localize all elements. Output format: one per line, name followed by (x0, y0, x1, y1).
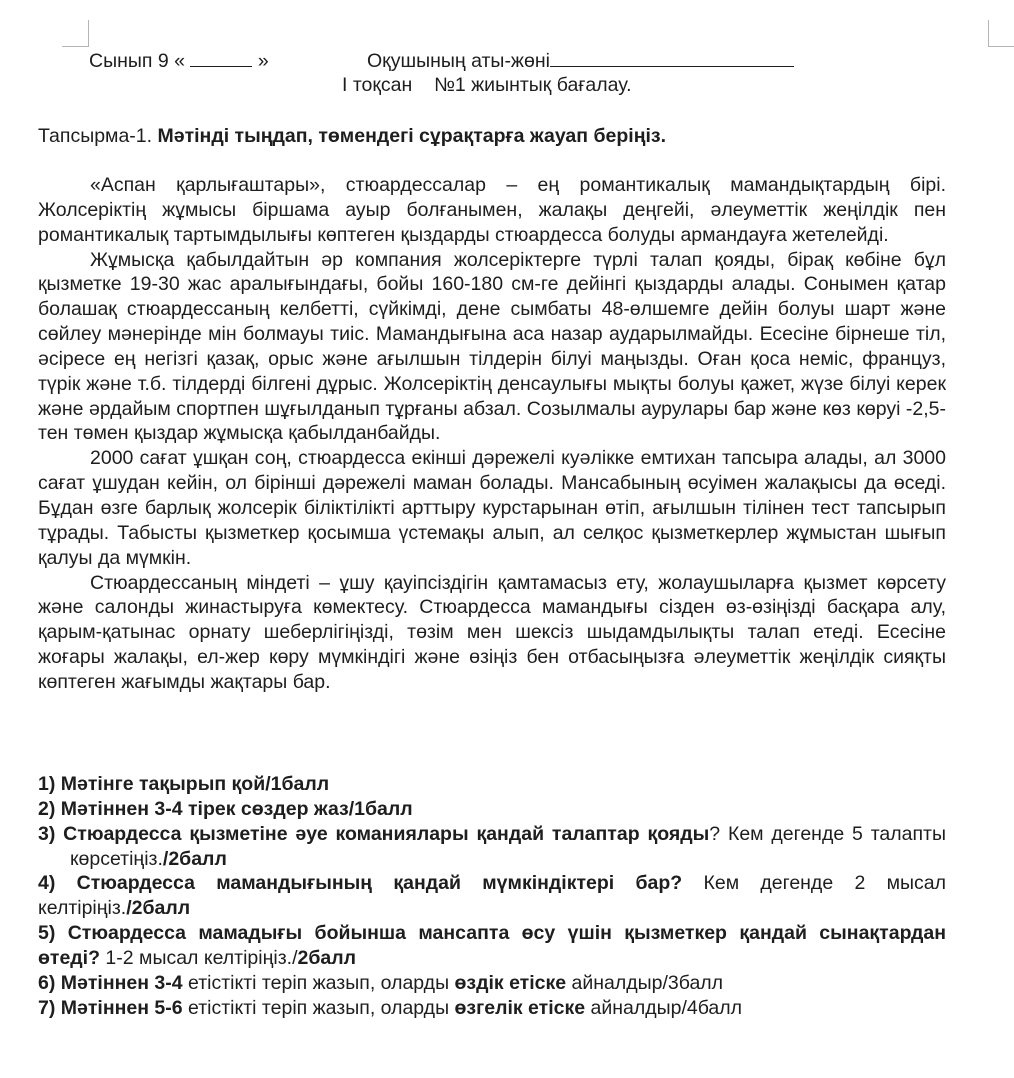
student-label: Оқушының аты-жөні (367, 50, 550, 72)
class-line (89, 48, 269, 73)
question-item (38, 772, 946, 797)
question-item (38, 822, 946, 872)
page-corner-mark-left (62, 20, 89, 47)
question-item (38, 921, 946, 971)
question-text: 4) Стюардесса мамандығының қандай мүмкіндіктері бар? (38, 872, 683, 895)
page-corner-mark-right (988, 20, 1014, 47)
class-close: » (257, 50, 269, 72)
question-item (38, 871, 946, 921)
class-blank[interactable] (190, 48, 252, 67)
question-note: етістікті теріп жазып, оларды (182, 996, 455, 1019)
paragraph: «Аспан қарлығаштары», стюардессалар – ең романтикалық мамандықтардың бірі. Жолсеріктің жұмысы біршама ауыр болғанымен, жалақы деңгейі, әлеуметтік жеңілдік пен романтикалық тартымдылығы көптеген қыздарды стюардесса болуды армандауға жетелейді. (38, 174, 946, 246)
question-item (38, 996, 946, 1021)
paragraph: 2000 сағат ұшқан соң, стюардесса екінші дәрежелі куәлікке емтихан тапсыра алады, ал 3000 сағат ұшудан кейін, ол бірінші дәрежелі маман болады. Мансабының өсуімен жалақысы да өседі. Бұдан өзге барлық жолсерік біліктілікті арттыру курстарынан өтіп, ағылшын тілінен тест тапсырып тұрады. Табысты қызметкер қосымша үстемақы алып, ал селқос қызметкерлер жұмыстан шығып қалуы да мүмкін. (38, 447, 946, 569)
question-text: 2) Мәтіннен 3-4 тірек сөздер жаз/1балл (38, 797, 413, 820)
question-text: 7) Мәтіннен 5-6 (38, 996, 183, 1019)
task-instruction: Мәтінді тыңдап, төмендегі сұрақтарға жауап беріңіз. (157, 125, 666, 147)
question-item (38, 797, 946, 822)
student-name-line (367, 48, 794, 73)
class-label: Сынып 9 « (89, 50, 185, 72)
question-text: 5) Стюардесса мамадығы бойынша мансапта өсу үшін қызметкер қандай сынақтардан өтеді? (38, 922, 946, 969)
question-points: /2балл (126, 897, 191, 920)
student-name-blank[interactable] (550, 48, 794, 67)
question-points: айналдыр/3балл (566, 971, 724, 994)
question-points: 2балл (297, 946, 357, 969)
question-note: етістікті теріп жазып, оларды (182, 971, 455, 994)
question-keyword: өздік етіске (454, 971, 567, 994)
assessment-subtitle: І тоқсан №1 жиынтық бағалау. (342, 74, 632, 96)
question-note: ? Кем дегенде 5 талапты көрсетіңіз. (70, 822, 946, 870)
task-prefix: Тапсырма-1. (38, 125, 158, 147)
question-points: /2балл (162, 847, 227, 870)
question-points: айналдыр/4балл (585, 996, 743, 1019)
paragraph: Стюардессаның міндеті – ұшу қауіпсіздігін қамтамасыз ету, жолаушыларға қызмет көрсету және салонды жинастыруға көмектесу. Стюардесса мамандығы сізден өз-өзіңізді басқара алу, қарым-қатынас орнату шеберлігіңізді, төзім мен шексіз шыдамдылықты талап етеді. Есесіне жоғары жалақы, ел-жер көру мүмкіндігі және өзіңіз бен отбасыңызға әлеуметтік жеңілдік сияқты көптеген жағымды жақтары бар. (38, 571, 946, 693)
question-note: 1-2 мысал келтіріңіз./ (100, 946, 298, 969)
question-text: 6) Мәтіннен 3-4 (38, 971, 183, 994)
question-text: 3) Стюардесса қызметіне әуе команиялары қандай талаптар қояды (38, 822, 710, 845)
reading-text (38, 173, 946, 695)
question-text: 1) Мәтінге тақырып қой/1балл (38, 773, 330, 795)
question-keyword: өзгелік етіске (454, 996, 586, 1019)
paragraph: Жұмысқа қабылдайтын әр компания жолсеріктерге түрлі талап қояды, бірақ көбіне бұл қызметке 19-30 жас аралығындағы, бойы 160-180 см-ге дейінгі қыздарды алады. Сонымен қатар болашақ стюардессаның келбетті, сүйкімді, дене сымбаты 48-өлшемге дейін болуы шарт және сөйлеу мәнерінде мін болмауы тиіс. Мамандығына аса назар аударылмайды. Есесіне бірнеше тіл, әсіресе ең негізгі қазақ, орыс және ағылшын тілдерін білуі маңызды. Оған қоса неміс, француз, түрік және т.б. тілдерді білгені дұрыс. Жолсеріктің денсаулығы мықты болуы қажет, жүзе білуі керек және әрдайым спортпен шұғылданып тұрғаны абзал. Созылмалы аурулары бар және көз көруі -2,5-тен төмен қыздар жұмысқа қабылданбайды. (38, 248, 946, 445)
question-item (38, 971, 946, 996)
questions-list (38, 772, 946, 1020)
task-heading (38, 123, 666, 149)
question-note: Кем дегенде 2 мысал келтіріңіз. (38, 872, 947, 920)
